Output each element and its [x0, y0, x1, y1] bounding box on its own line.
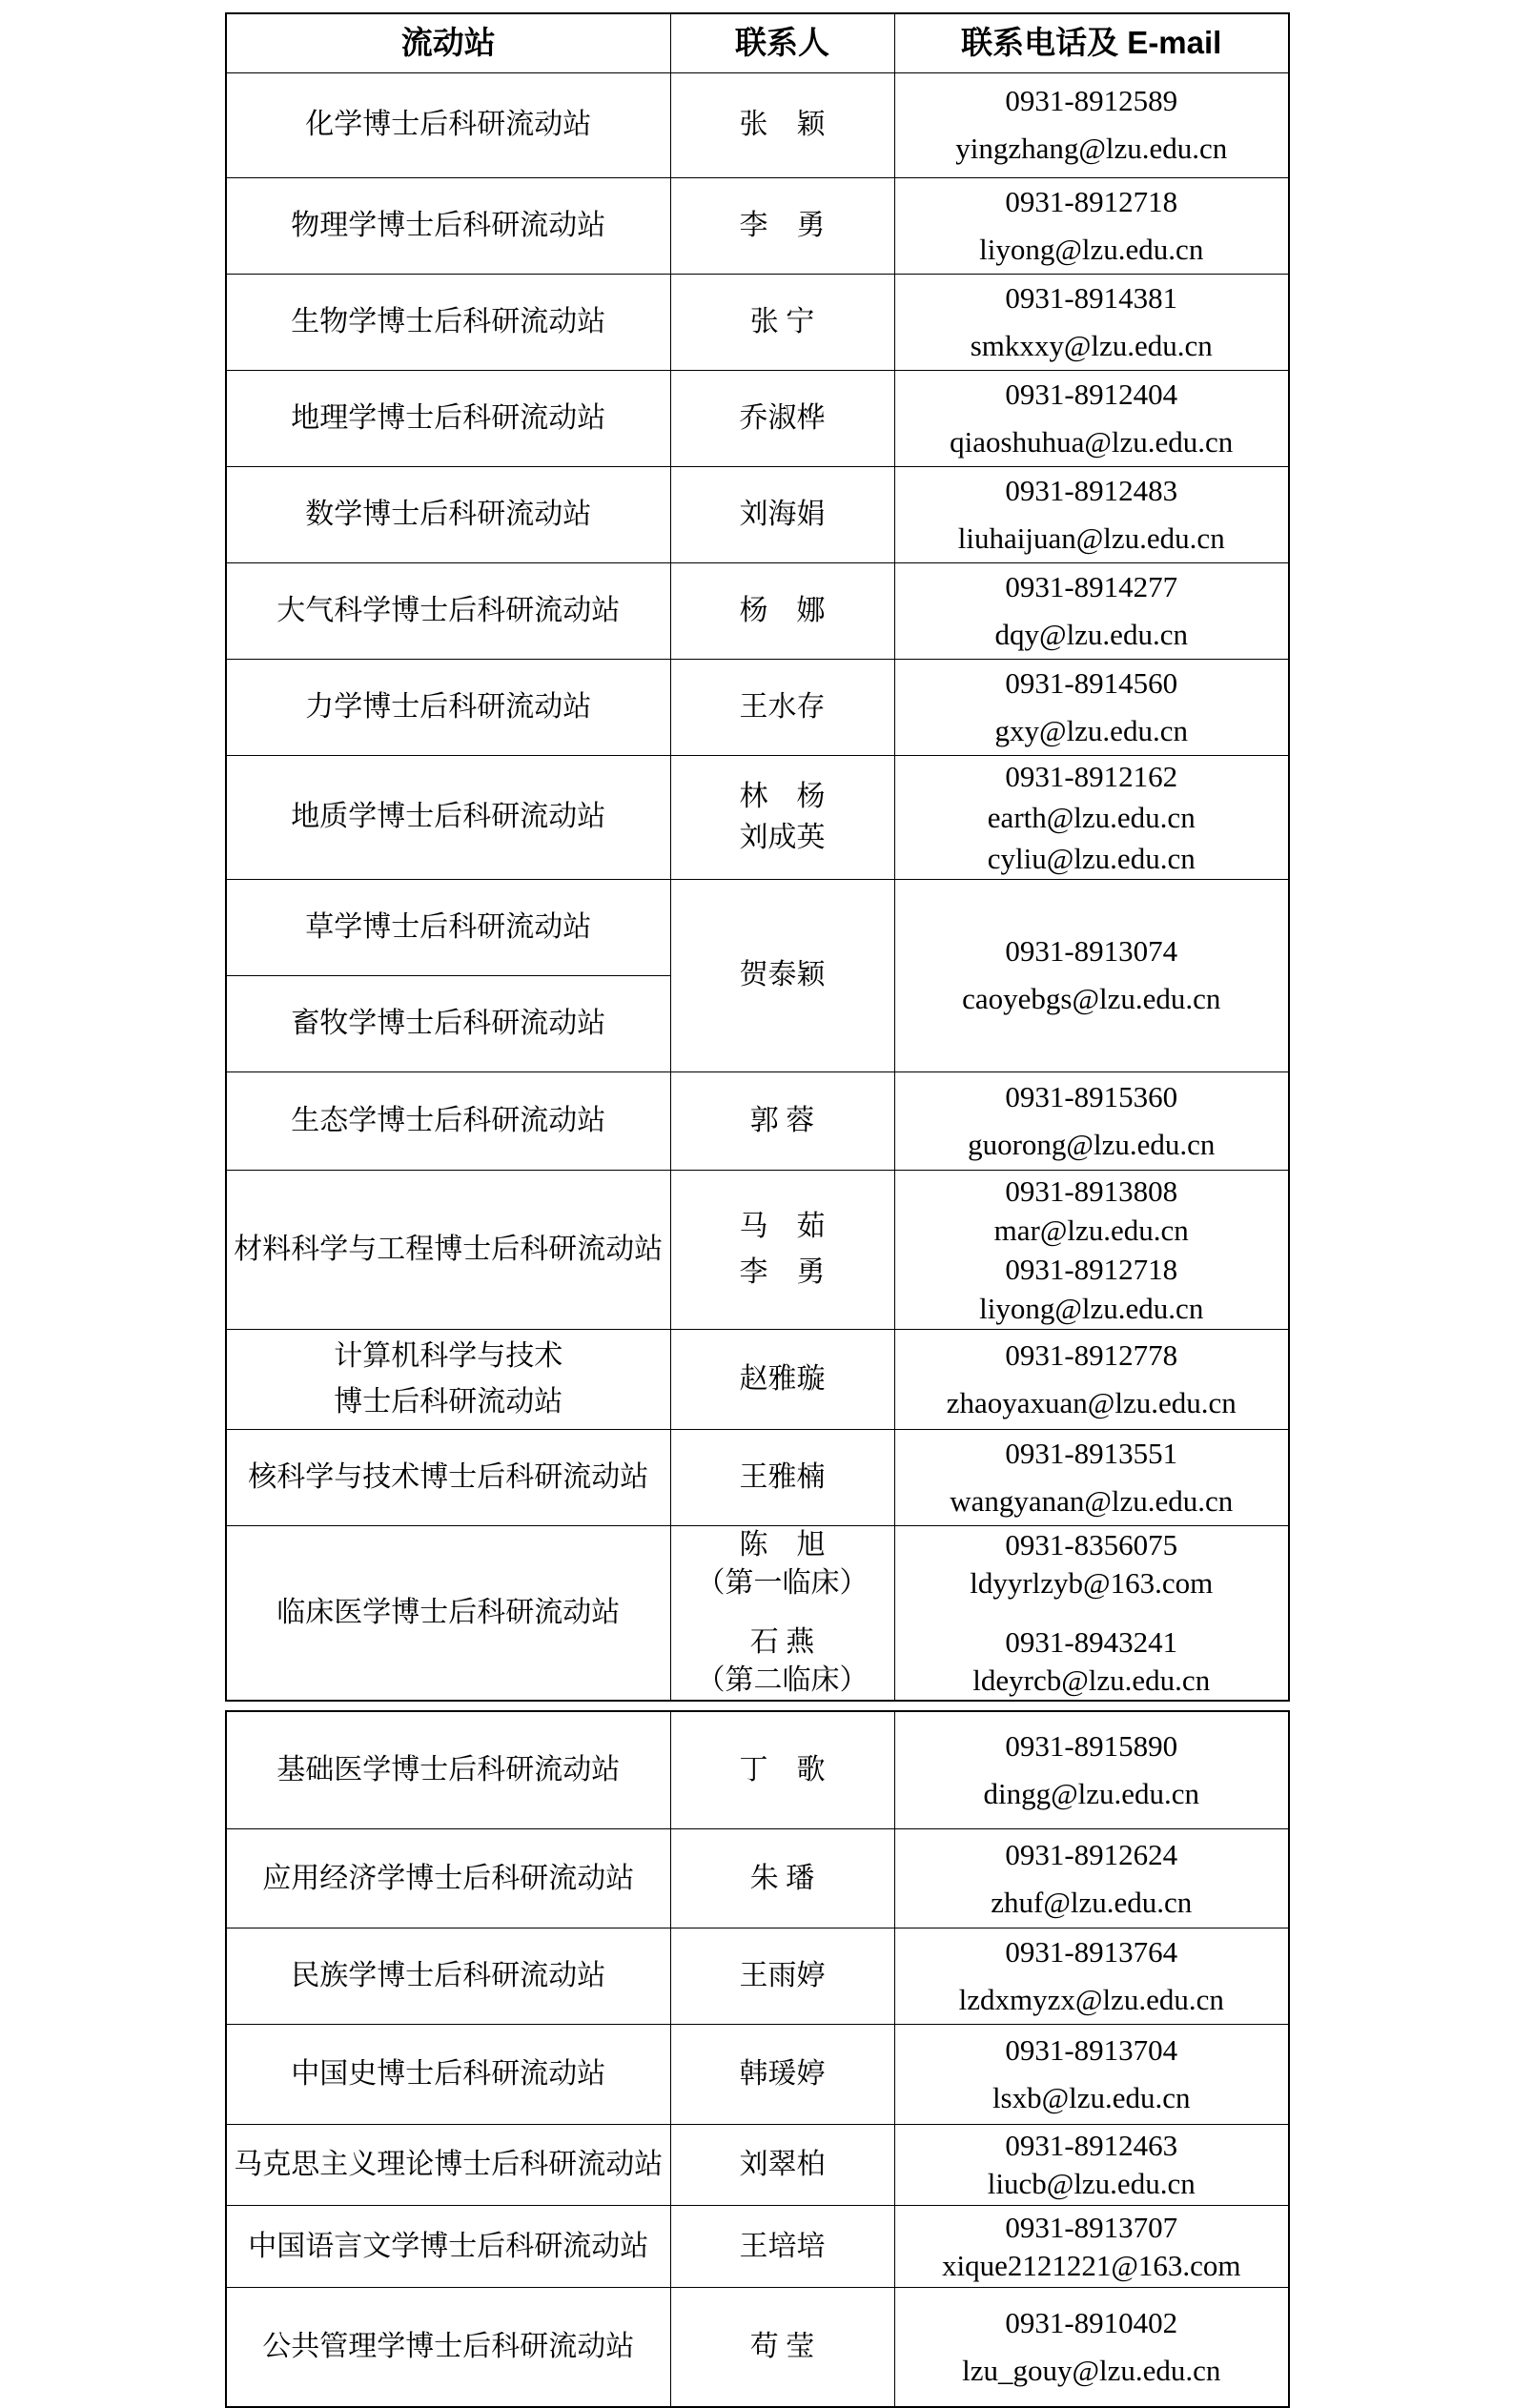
contact-info-cell	[894, 755, 1289, 879]
contact-info-cell	[894, 1829, 1289, 1928]
station-name: 民族学博士后科研流动站	[291, 1960, 606, 1991]
contact-name: 王雅楠	[739, 1460, 826, 1493]
table-container	[225, 12, 1288, 2408]
phone-number: 0931-8912162	[1005, 759, 1178, 793]
station-cell	[226, 2025, 670, 2125]
phone-number: 0931-8912718	[1005, 1252, 1178, 1286]
phone-number: 0931-8914277	[1005, 569, 1178, 603]
station-cell	[226, 562, 670, 659]
contact-affiliation: （第一临床）	[696, 1566, 869, 1599]
contact-name: 韩瑗婷	[739, 2058, 826, 2090]
email-address: mar@lzu.edu.cn	[993, 1213, 1189, 1247]
contact-name: 李 勇	[739, 209, 826, 241]
contact-name: 朱 璠	[749, 1862, 815, 1894]
table-row	[226, 659, 1289, 755]
phone-number: 0931-8356075	[1005, 1527, 1178, 1561]
table-row	[226, 1525, 1289, 1701]
contact-info-cell	[894, 1711, 1289, 1829]
email-address: liyong@lzu.edu.cn	[979, 1291, 1204, 1325]
station-cell	[226, 1928, 670, 2025]
contact-name: 陈 旭	[739, 1528, 826, 1561]
contact-info-cell	[894, 274, 1289, 370]
station-name: 中国语言文学博士后科研流动站	[248, 2230, 649, 2262]
contact-info-cell	[894, 1429, 1289, 1525]
email-address: dingg@lzu.edu.cn	[983, 1776, 1200, 1810]
contact-info-cell	[894, 1170, 1289, 1329]
contact-cell	[670, 1711, 894, 1829]
phone-number: 0931-8915360	[1005, 1079, 1178, 1113]
station-name: 马克思主义理论博士后科研流动站	[234, 2149, 664, 2180]
contact-info-cell	[894, 177, 1289, 274]
contact-info-cell	[894, 1928, 1289, 2025]
table-row	[226, 177, 1289, 274]
email-address: guorong@lzu.edu.cn	[968, 1127, 1216, 1161]
station-name: 地理学博士后科研流动站	[291, 401, 606, 434]
station-name: 计算机科学与技术	[334, 1339, 563, 1372]
email-address: yingzhang@lzu.edu.cn	[955, 132, 1228, 165]
station-cell	[226, 659, 670, 755]
station-cell	[226, 975, 670, 1071]
header-phone-email: 联系电话及 E-mail	[894, 13, 1289, 72]
contact-cell	[670, 1329, 894, 1429]
contact-name: 杨 娜	[739, 594, 826, 626]
contact-name: 乔淑桦	[739, 401, 826, 434]
phone-number: 0931-8910402	[1005, 2305, 1178, 2339]
station-name: 畜牧学博士后科研流动站	[291, 1007, 606, 1039]
station-name: 大气科学博士后科研流动站	[276, 594, 621, 626]
contact-info-cell	[894, 1329, 1289, 1429]
contact-name: 刘成英	[739, 822, 826, 853]
station-cell	[226, 466, 670, 562]
table-row	[226, 370, 1289, 466]
station-name: 地质学博士后科研流动站	[291, 801, 606, 832]
contact-info-cell	[894, 72, 1289, 177]
contact-cell	[670, 2288, 894, 2407]
contact-cell	[670, 1429, 894, 1525]
contact-cell	[670, 2125, 894, 2206]
contact-name: 王水存	[739, 690, 826, 723]
table-row	[226, 72, 1289, 177]
station-name: 化学博士后科研流动站	[305, 109, 592, 140]
station-name: 核科学与技术博士后科研流动站	[248, 1460, 649, 1493]
email-address: zhuf@lzu.edu.cn	[991, 1885, 1193, 1919]
station-cell	[226, 2288, 670, 2407]
contact-name: 刘翠柏	[739, 2149, 826, 2180]
table-row	[226, 2125, 1289, 2206]
contact-table-upper	[225, 12, 1290, 1702]
phone-number: 0931-8913707	[1005, 2210, 1178, 2244]
email-address: dqy@lzu.edu.cn	[994, 617, 1188, 651]
contact-cell	[670, 466, 894, 562]
contact-name: 丁 歌	[739, 1753, 826, 1786]
phone-number: 0931-8913764	[1005, 1935, 1178, 1969]
station-name: 力学博士后科研流动站	[305, 690, 592, 723]
header-station: 流动站	[226, 13, 670, 72]
contact-cell	[670, 177, 894, 274]
email-address: qiaoshuhua@lzu.edu.cn	[950, 424, 1234, 459]
email-address: ldyyrlzyb@163.com	[970, 1565, 1214, 1600]
contact-name: 苟 莹	[749, 2330, 815, 2362]
contact-cell	[670, 370, 894, 466]
station-cell	[226, 1071, 670, 1170]
email-address: lzdxmyzx@lzu.edu.cn	[958, 1983, 1224, 2016]
header-row	[226, 13, 1289, 72]
contact-info-cell	[894, 466, 1289, 562]
contact-info-cell	[894, 2288, 1289, 2407]
contact-table-lower	[225, 1710, 1290, 2408]
station-name: 生物学博士后科研流动站	[291, 305, 606, 337]
phone-number: 0931-8913704	[1005, 2033, 1178, 2067]
station-name: 博士后科研流动站	[334, 1385, 563, 1418]
table-row	[226, 1829, 1289, 1928]
email-address: gxy@lzu.edu.cn	[994, 713, 1188, 747]
station-name: 物理学博士后科研流动站	[291, 209, 606, 241]
station-cell	[226, 1711, 670, 1829]
contact-cell	[670, 274, 894, 370]
phone-number: 0931-8914381	[1005, 280, 1178, 315]
table-row	[226, 1429, 1289, 1525]
phone-number: 0931-8912404	[1005, 377, 1178, 411]
station-cell	[226, 1170, 670, 1329]
contact-cell	[670, 1071, 894, 1170]
phone-number: 0931-8913074	[1005, 934, 1178, 968]
contact-cell	[670, 1829, 894, 1928]
email-address: wangyanan@lzu.edu.cn	[950, 1483, 1234, 1518]
phone-number: 0931-8912589	[1005, 84, 1178, 117]
station-name: 基础医学博士后科研流动站	[276, 1753, 621, 1786]
phone-number: 0931-8912778	[1005, 1337, 1178, 1372]
email-address: ldeyrcb@lzu.edu.cn	[972, 1663, 1211, 1697]
station-name: 公共管理学博士后科研流动站	[262, 2330, 635, 2362]
phone-number: 0931-8914560	[1005, 665, 1178, 700]
phone-number: 0931-8912463	[1005, 2129, 1178, 2162]
table-row	[226, 1170, 1289, 1329]
email-address: lzu_gouy@lzu.edu.cn	[962, 2353, 1221, 2387]
station-name: 数学博士后科研流动站	[305, 498, 592, 530]
table-row	[226, 274, 1289, 370]
table-row	[226, 1711, 1289, 1829]
station-cell	[226, 177, 670, 274]
station-cell	[226, 1429, 670, 1525]
contact-cell	[670, 1525, 894, 1701]
email-address: liuhaijuan@lzu.edu.cn	[957, 520, 1225, 555]
table-row	[226, 2206, 1289, 2288]
table-row	[226, 2025, 1289, 2125]
contact-name: 贺泰颖	[739, 959, 826, 990]
email-address: lsxb@lzu.edu.cn	[992, 2081, 1191, 2114]
contact-cell	[670, 2206, 894, 2288]
station-cell	[226, 2206, 670, 2288]
station-cell	[226, 274, 670, 370]
contact-name: 张 颖	[739, 109, 826, 140]
station-name: 草学博士后科研流动站	[305, 910, 592, 943]
station-name: 应用经济学博士后科研流动站	[262, 1862, 635, 1894]
station-name: 临床医学博士后科研流动站	[276, 1596, 621, 1628]
contact-name: 林 杨	[739, 781, 826, 812]
contact-cell	[670, 755, 894, 879]
contact-cell	[670, 72, 894, 177]
phone-number: 0931-8943241	[1005, 1624, 1178, 1659]
contact-info-cell	[894, 2025, 1289, 2125]
table-row	[226, 466, 1289, 562]
table-row	[226, 562, 1289, 659]
contact-info-cell	[894, 659, 1289, 755]
contact-name: 马 茹	[739, 1210, 826, 1242]
station-cell	[226, 2125, 670, 2206]
contact-info-cell	[894, 2206, 1289, 2288]
station-cell	[226, 1829, 670, 1928]
contact-name: 王培培	[739, 2230, 826, 2262]
contact-info-cell	[894, 1071, 1289, 1170]
contact-name: 刘海娟	[739, 498, 826, 530]
phone-number: 0931-8912624	[1005, 1837, 1178, 1871]
contact-info-cell	[894, 879, 1289, 1071]
contact-cell	[670, 879, 894, 1071]
contact-info-cell	[894, 2125, 1289, 2206]
contact-name: 张 宁	[749, 305, 815, 337]
station-cell	[226, 72, 670, 177]
contact-name: 赵雅璇	[739, 1362, 826, 1395]
phone-number: 0931-8912483	[1005, 473, 1178, 507]
station-cell	[226, 1329, 670, 1429]
contact-cell	[670, 1928, 894, 2025]
email-address: xique2121221@163.com	[941, 2248, 1241, 2282]
contact-cell	[670, 562, 894, 659]
email-address: zhaoyaxuan@lzu.edu.cn	[946, 1385, 1237, 1419]
contact-cell	[670, 2025, 894, 2125]
email-address: earth@lzu.edu.cn	[987, 800, 1196, 834]
contact-name: 王雨婷	[739, 1960, 826, 1991]
email-address: caoyebgs@lzu.edu.cn	[962, 982, 1221, 1015]
station-name: 中国史博士后科研流动站	[291, 2058, 606, 2090]
contact-cell	[670, 1170, 894, 1329]
phone-number: 0931-8912718	[1005, 184, 1178, 218]
station-name: 生态学博士后科研流动站	[291, 1104, 606, 1136]
station-cell	[226, 370, 670, 466]
phone-number: 0931-8915890	[1005, 1728, 1178, 1763]
phone-number: 0931-8913808	[1005, 1173, 1178, 1208]
table-row	[226, 2288, 1289, 2407]
contact-name: 石 燕	[749, 1625, 815, 1658]
table-row	[226, 1928, 1289, 2025]
table-row	[226, 1071, 1289, 1170]
station-cell	[226, 879, 670, 975]
contact-name: 郭 蓉	[749, 1104, 815, 1136]
table-row	[226, 1329, 1289, 1429]
station-cell	[226, 755, 670, 879]
table-row	[226, 879, 1289, 975]
station-cell	[226, 1525, 670, 1701]
contact-affiliation: （第二临床）	[696, 1663, 869, 1696]
header-contact: 联系人	[670, 13, 894, 72]
email-address: smkxxy@lzu.edu.cn	[970, 328, 1213, 362]
table-row	[226, 755, 1289, 879]
station-name: 材料科学与工程博士后科研流动站	[234, 1233, 664, 1265]
contact-cell	[670, 659, 894, 755]
contact-info-cell	[894, 562, 1289, 659]
email-address: liucb@lzu.edu.cn	[987, 2167, 1196, 2200]
phone-number: 0931-8913551	[1005, 1436, 1178, 1470]
email-address: liyong@lzu.edu.cn	[979, 232, 1204, 266]
contact-info-cell	[894, 370, 1289, 466]
contact-name: 李 勇	[739, 1255, 826, 1288]
email-address: cyliu@lzu.edu.cn	[987, 841, 1196, 875]
contact-info-cell	[894, 1525, 1289, 1701]
